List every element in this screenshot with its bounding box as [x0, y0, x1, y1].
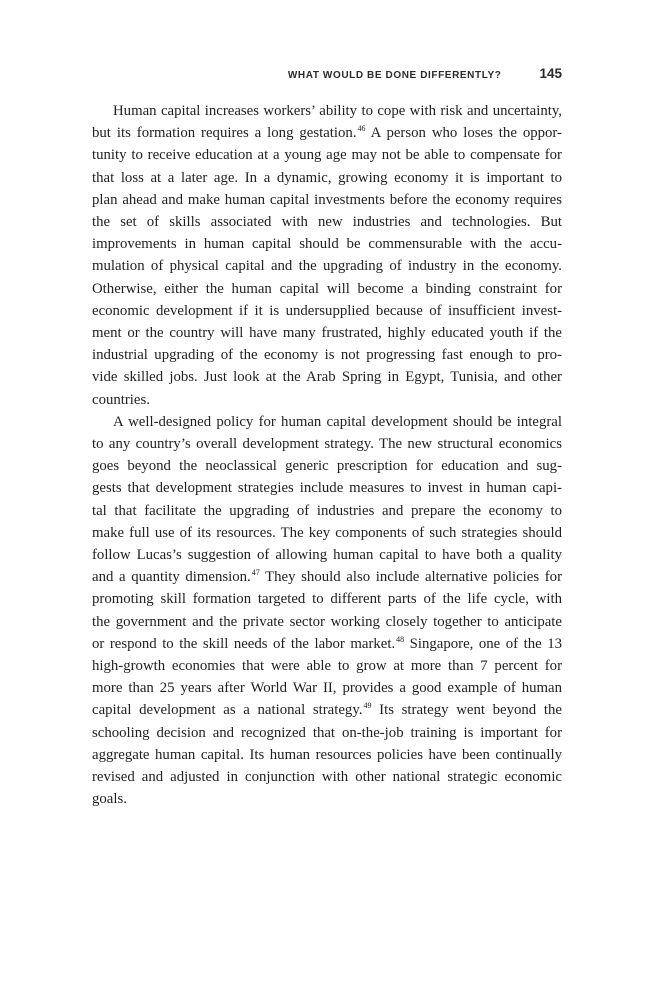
text-run: more than 25 years after World War II, provides a good example of human: [92, 680, 562, 697]
text-line: [92, 655, 562, 677]
running-head: [288, 66, 562, 81]
text-line: [92, 411, 562, 433]
text-run: tal that facilitate the upgrading of industries and prepare the economy to: [92, 502, 562, 519]
text-run: goals.: [92, 791, 127, 808]
text-run: follow Lucas’s suggestion of allowing human capital to have both a quality: [92, 547, 562, 564]
text-run: Singapore, one of the 13: [404, 635, 562, 652]
text-run: high-growth economies that were able to grow at more than 7 percent for: [92, 658, 562, 675]
text-line: [92, 366, 562, 388]
text-run: make full use of its resources. The key components of such strategies should: [92, 524, 562, 541]
text-line: [92, 722, 562, 744]
text-line: [92, 566, 562, 588]
text-line: [92, 322, 562, 344]
footnote-marker: 48: [396, 634, 405, 644]
text-run: ment or the country will have many frustrated, highly educated youth if the: [92, 325, 562, 342]
text-line: [92, 611, 562, 633]
text-line: [92, 544, 562, 566]
text-line: [92, 211, 562, 233]
text-run: but its formation requires a long gestation.: [92, 125, 357, 142]
text-line: [92, 677, 562, 699]
text-run: schooling decision and recognized that on-the-job training is important for: [92, 724, 562, 741]
text-run: plan ahead and make human capital investments before the economy requires: [92, 191, 562, 208]
text-line: [92, 788, 562, 810]
text-run: mulation of physical capital and the upgrading of industry in the economy.: [92, 258, 562, 275]
text-run: that loss at a later age. In a dynamic, growing economy it is important to: [92, 169, 562, 186]
text-run: to any country’s overall development strategy. The new structural economics: [92, 436, 562, 453]
text-run: vide skilled jobs. Just look at the Arab Spring in Egypt, Tunisia, and other: [92, 369, 562, 386]
text-run: the government and the private sector working closely together to anticipate: [92, 613, 562, 630]
text-run: tunity to receive education at a young age may not be able to compensate for: [92, 147, 562, 164]
text-line: [92, 144, 562, 166]
text-run: Its strategy went beyond the: [371, 702, 562, 719]
text-line: [92, 766, 562, 788]
text-run: industrial upgrading of the economy is not progressing fast enough to pro-: [92, 347, 562, 364]
paragraph: [92, 100, 562, 411]
text-run: the set of skills associated with new industries and technologies. But: [92, 214, 562, 231]
text-run: economic development if it is undersupplied because of insufficient invest-: [92, 302, 562, 319]
text-line: [92, 189, 562, 211]
text-line: [92, 300, 562, 322]
text-run: A well-designed policy for human capital development should be integral: [113, 413, 562, 430]
text-line: [92, 477, 562, 499]
text-line: [92, 167, 562, 189]
text-run: Human capital increases workers’ ability to cope with risk and uncertainty,: [113, 103, 562, 119]
text-line: [92, 233, 562, 255]
text-line: [92, 344, 562, 366]
text-line: [92, 522, 562, 544]
text-line: [92, 278, 562, 300]
text-run: Otherwise, either the human capital will become a binding constraint for: [92, 280, 562, 297]
body-text: [92, 100, 562, 811]
text-run: or respond to the skill needs of the labor market.: [92, 635, 396, 652]
paragraph: [92, 411, 562, 811]
footnote-marker: 49: [363, 701, 372, 711]
text-line: [92, 500, 562, 522]
footnote-marker: 46: [357, 124, 366, 134]
text-run: goes beyond the neoclassical generic prescription for education and sug-: [92, 458, 562, 475]
running-title: WHAT WOULD BE DONE DIFFERENTLY?: [287, 70, 502, 81]
text-line: [92, 588, 562, 610]
text-run: They should also include alternative policies for: [259, 569, 562, 586]
text-run: capital development as a national strategy.: [92, 702, 363, 719]
text-line: [92, 455, 562, 477]
text-run: countries.: [92, 391, 150, 408]
text-line: [92, 389, 562, 411]
text-line: [92, 744, 562, 766]
text-line: [92, 100, 562, 122]
text-line: [92, 255, 562, 277]
text-line: [92, 122, 562, 144]
text-run: A person who loses the oppor-: [365, 125, 562, 142]
text-run: revised and adjusted in conjunction with other national strategic economic: [92, 769, 562, 786]
text-run: aggregate human capital. Its human resources policies have been continually: [92, 746, 562, 763]
text-line: [92, 699, 562, 721]
text-run: and a quantity dimension.: [92, 569, 251, 586]
text-line: [92, 633, 562, 655]
footnote-marker: 47: [251, 568, 260, 578]
text-line: [92, 433, 562, 455]
text-run: improvements in human capital should be commensurable with the accu-: [92, 236, 562, 253]
page-number: 145: [539, 66, 562, 81]
text-run: promoting skill formation targeted to different parts of the life cycle, with: [92, 591, 562, 608]
text-run: gests that development strategies include measures to invest in human capi-: [92, 480, 562, 497]
